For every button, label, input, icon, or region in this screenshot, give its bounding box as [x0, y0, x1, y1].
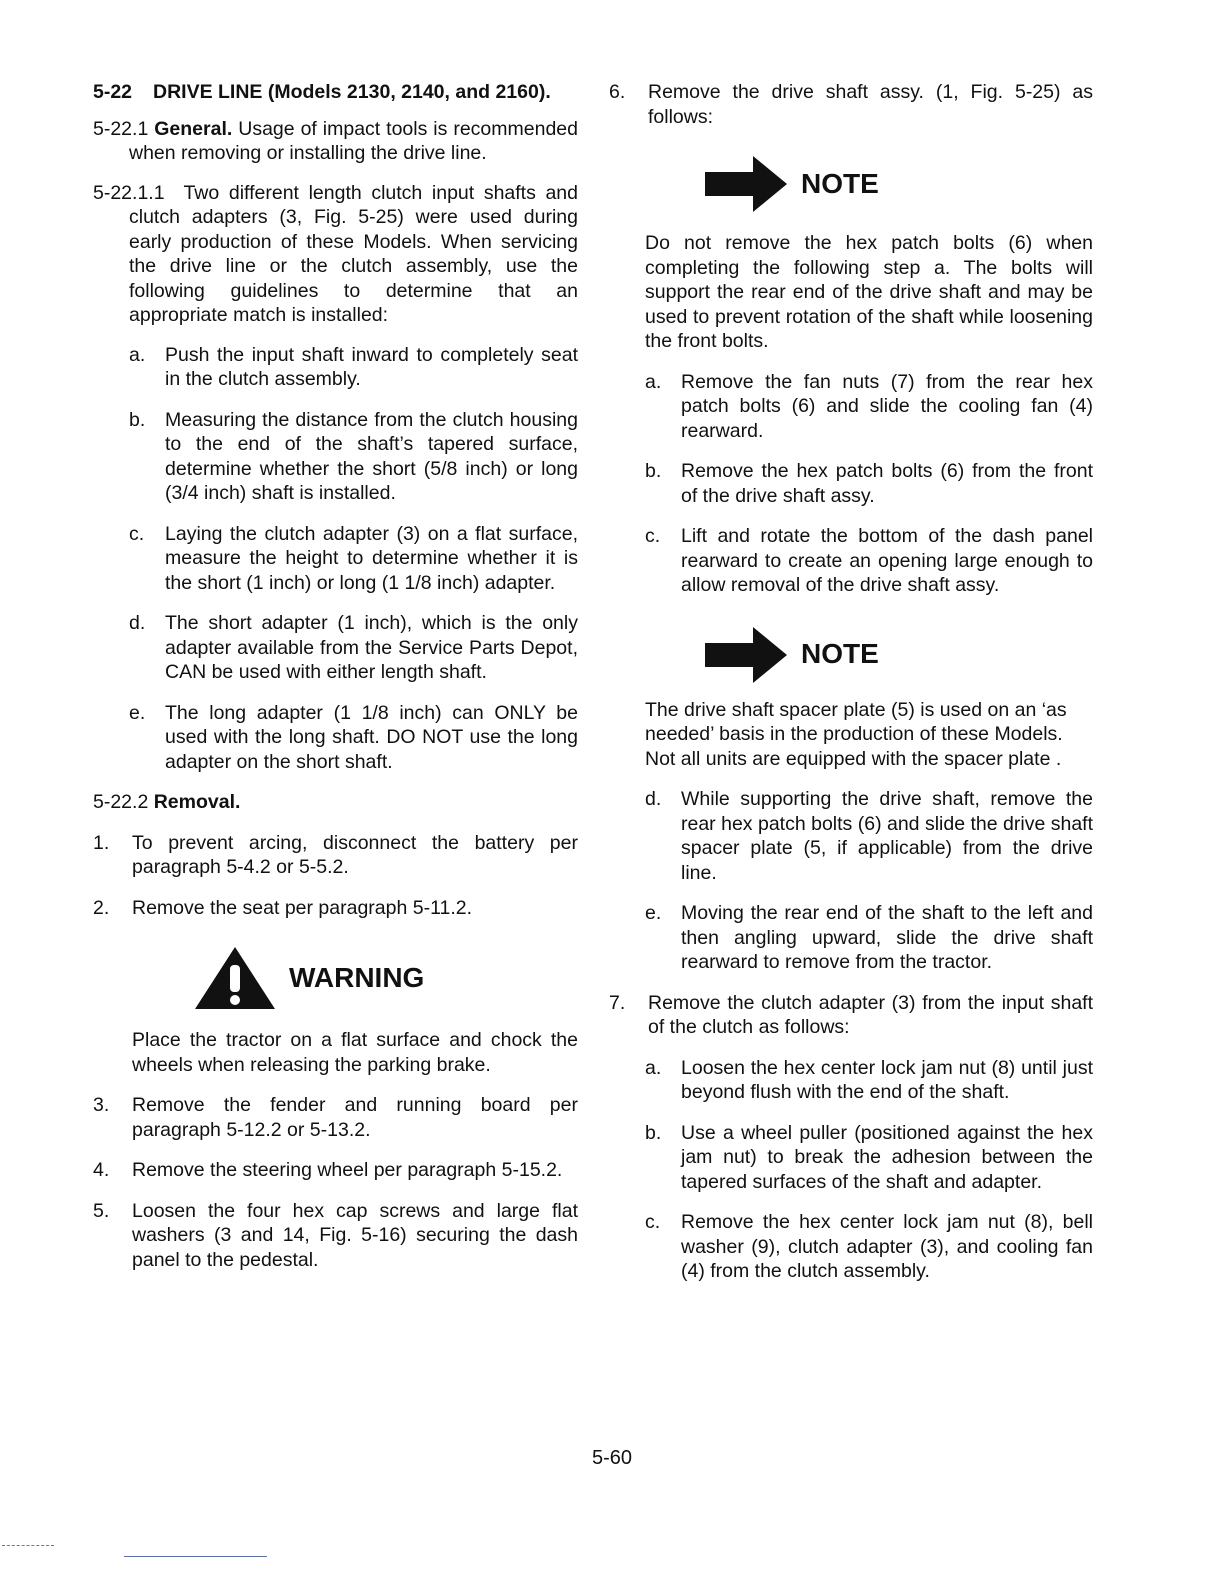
section-title: DRIVE LINE (Models 2130, 2140, and 2160).: [153, 81, 551, 103]
list-item: [129, 343, 578, 392]
step-label: 1.: [93, 831, 110, 854]
list-item: [609, 991, 1093, 1040]
list-item: [645, 524, 1093, 598]
step-text: Remove the seat per paragraph 5-11.2.: [132, 896, 473, 919]
step-label: 7.: [609, 991, 626, 1014]
general-number: 5-22.1: [93, 117, 149, 140]
list-item: [93, 1093, 578, 1142]
item-label: d.: [645, 788, 662, 810]
item-text: Remove the fan nuts (7) from the rear hex patch bolts (6) and slide the cooling fan (4) rearward.: [681, 370, 1093, 442]
step-text: Remove the fender and running board per paragraph 5-12.2 or 5-13.2.: [132, 1094, 578, 1141]
warning-label: WARNING: [289, 961, 425, 993]
step-text: To prevent arcing, disconnect the battery per paragraph 5-4.2 or 5-5.2.: [132, 831, 578, 878]
step-label: 4.: [93, 1159, 110, 1181]
item-label: e.: [129, 701, 146, 724]
item-label: c.: [129, 522, 145, 545]
scan-artifact: [124, 1556, 267, 1557]
step-label: 3.: [93, 1094, 110, 1116]
note-text: Do not remove the hex patch bolts (6) when completing the following step a. The bolts will support the rear end of the drive shaft and may be used to prevent rotation of the shaft while loosening the front bolts.: [645, 232, 1093, 352]
item-text: Remove the hex patch bolts (6) from the front of the drive shaft assy.: [681, 460, 1093, 507]
item-text: The short adapter (1 inch), which is the only adapter available from the Service Parts Depot, CAN be used with either length shaft.: [165, 612, 578, 683]
list-item: [645, 370, 1093, 444]
step-text: Remove the clutch adapter (3) from the input shaft of the clutch as follows:: [648, 991, 1093, 1038]
general-text: Usage of impact tools is recommended when removing or installing the drive line.: [129, 117, 578, 164]
list-item: [93, 1199, 578, 1273]
note-callout: [609, 616, 1093, 694]
guidelines-list: [93, 343, 578, 775]
removal-heading: [93, 790, 578, 815]
item-label: b.: [645, 460, 662, 482]
list-item: [645, 1210, 1093, 1284]
step-text: Loosen the four hex cap screws and large flat washers (3 and 14, Fig. 5-16) securing the dash panel to the pedestal.: [132, 1199, 578, 1271]
item-text: Loosen the hex center lock jam nut (8) until just beyond flush with the end of the shaft.: [681, 1056, 1093, 1103]
step-text: Remove the steering wheel per paragraph 5-15.2.: [132, 1159, 563, 1181]
removal-title: Removal.: [153, 791, 241, 813]
item-text: Moving the rear end of the shaft to the left and then angling upward, slide the drive shaft rearward to remove from the tractor.: [681, 902, 1093, 973]
list-item: [609, 80, 1093, 129]
arrow-right-icon: [705, 156, 787, 212]
item-label: c.: [645, 1211, 661, 1233]
item-text: Measuring the distance from the clutch housing to the end of the shaft’s tapered surface, determine whether the short (5/8 inch) or long (3/4 inch) shaft is installed.: [165, 408, 578, 504]
warning-callout: [93, 936, 578, 1020]
step-text: Remove the drive shaft assy. (1, Fig. 5-25) as follows:: [648, 81, 1093, 128]
step-label: 6.: [609, 81, 626, 103]
item-text: Laying the clutch adapter (3) on a flat surface, measure the height to determine whether it is the short (1 inch) or long (1 1/8 inch) adapter.: [165, 522, 578, 594]
list-item: [645, 901, 1093, 975]
step-label: 2.: [93, 896, 110, 919]
list-item: [129, 701, 578, 775]
right-column: [609, 80, 1093, 1300]
item-text: The long adapter (1 1/8 inch) can ONLY be used with the long shaft. DO NOT use the long adapter on the short shaft.: [165, 701, 578, 773]
note-label: NOTE: [801, 638, 879, 670]
list-item: [129, 611, 578, 685]
item-label: a.: [129, 343, 146, 366]
arrow-right-icon: [705, 627, 787, 683]
list-item: [645, 1121, 1093, 1195]
item-text: Use a wheel puller (positioned against the hex jam nut) to break the adhesion between the tapered surfaces of the shaft and adapter.: [681, 1121, 1093, 1193]
intro-paragraph: [93, 181, 578, 328]
warning-text: Place the tractor on a flat surface and chock the wheels when releasing the parking brake.: [132, 1029, 578, 1076]
item-label: e.: [645, 902, 662, 924]
item-text: Push the input shaft inward to completely seat in the clutch assembly.: [165, 343, 578, 390]
step-label: 5.: [93, 1199, 110, 1222]
item-label: a.: [645, 370, 662, 393]
list-item: [645, 459, 1093, 508]
note-text: The drive shaft spacer plate (5) is used on an ‘as needed’ basis in the production of these Models. Not all units are equipped with the spacer plate .: [645, 698, 1067, 770]
section-heading: [93, 80, 578, 105]
note-label: NOTE: [801, 167, 879, 199]
scan-artifact: [2, 1545, 54, 1547]
item-label: b.: [129, 408, 146, 431]
intro-number: 5-22.1.1: [93, 181, 165, 204]
removal-number: 5-22.2: [93, 791, 149, 813]
item-text: While supporting the drive shaft, remove the rear hex patch bolts (6) and slide the drive shaft spacer plate (5, if applicable) from the drive line.: [681, 788, 1093, 884]
list-item: [645, 1056, 1093, 1105]
page-number: 5-60: [591, 1447, 633, 1469]
item-text: Remove the hex center lock jam nut (8), bell washer (9), clutch adapter (3), and cooling fan (4) from the clutch assembly.: [681, 1211, 1093, 1282]
list-item: [93, 831, 578, 880]
warning-icon: [193, 945, 277, 1011]
list-item: [129, 522, 578, 596]
note-callout: [609, 145, 1093, 223]
section-number: 5-22: [93, 81, 133, 103]
list-item: [129, 408, 578, 506]
item-text: Lift and rotate the bottom of the dash panel rearward to create an opening large enough to allow removal of the drive shaft assy.: [681, 525, 1093, 596]
item-label: a.: [645, 1056, 662, 1079]
item-label: c.: [645, 525, 661, 547]
general-title: General.: [154, 117, 233, 140]
list-item: [93, 896, 578, 921]
left-column: [93, 80, 578, 1288]
general-paragraph: [93, 117, 578, 166]
item-label: d.: [129, 612, 146, 634]
item-label: b.: [645, 1121, 662, 1144]
list-item: [645, 787, 1093, 885]
list-item: [93, 1158, 578, 1183]
intro-text: Two different length clutch input shafts and clutch adapters (3, Fig. 5-25) were used during early production of these Models. When servicing the drive line or the clutch assembly, use the following guidelines to determine that an appropriate match is installed:: [129, 181, 579, 326]
